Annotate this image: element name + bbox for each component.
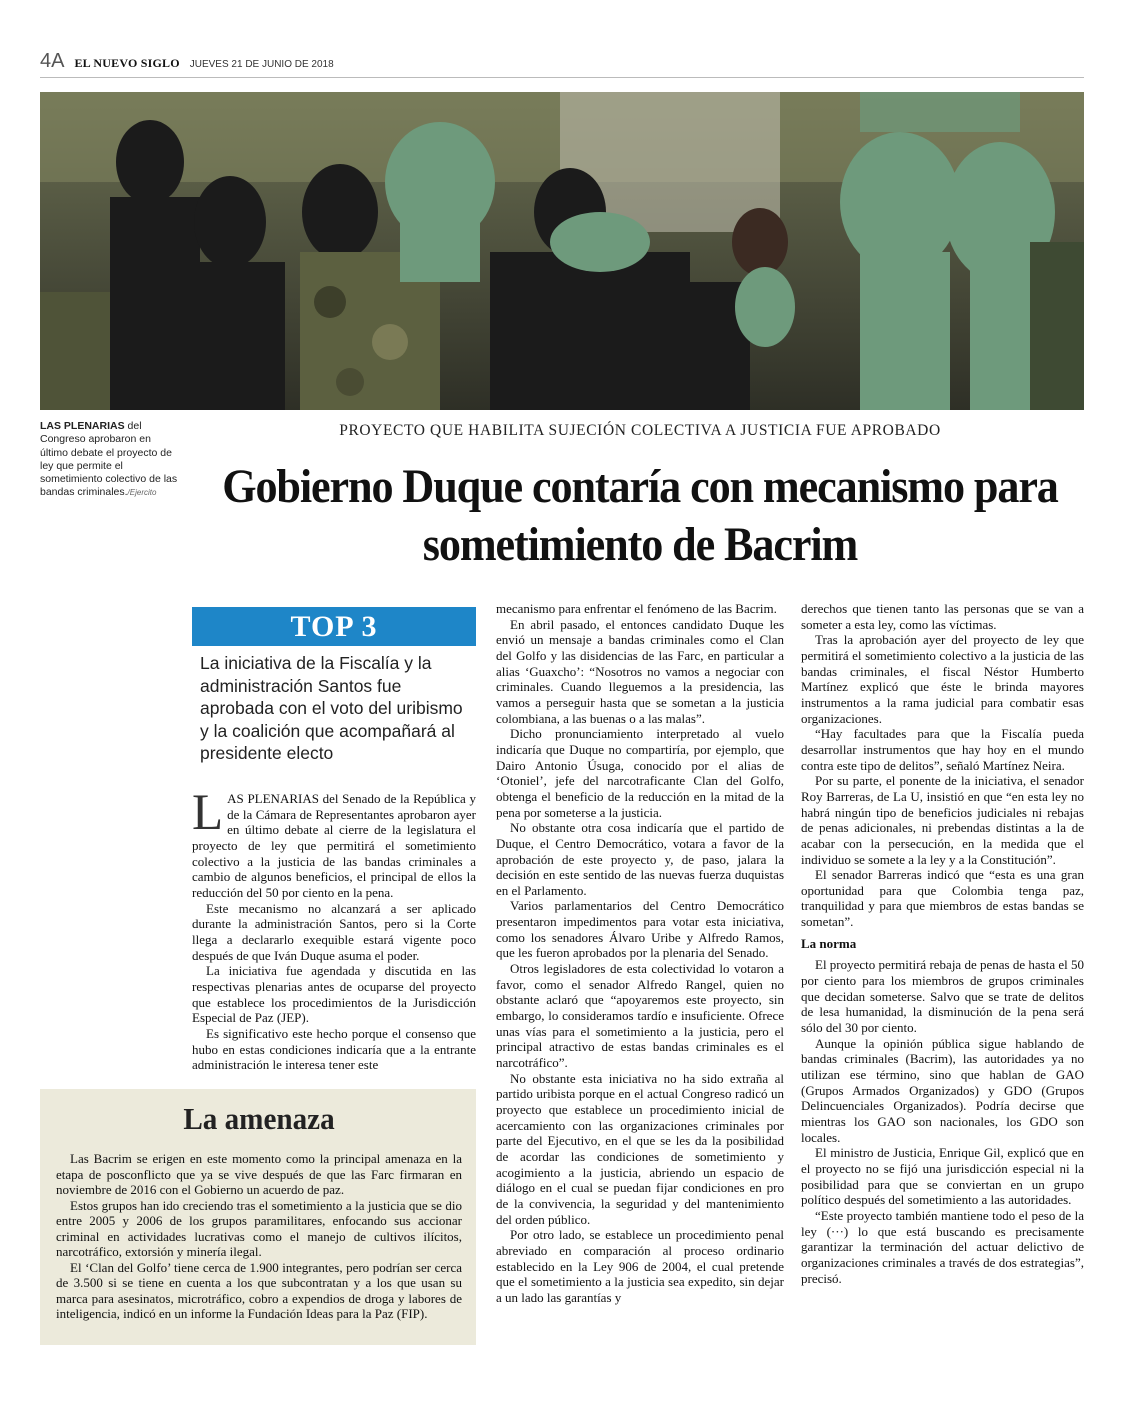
article-column-3 [801, 601, 1084, 1371]
photo-credit: /Ejercito [127, 488, 157, 498]
sidebar-body [56, 1151, 462, 1322]
sidebar-paragraph: Las Bacrim se erigen en este momento como la principal amenaza en la etapa de posconflicto que ya se vive después de que las Farc firmaran en noviembre de 2016 con el Gobierno un acuerdo de paz. [56, 1151, 462, 1197]
article-paragraph: Este mecanismo no alcanzará a ser aplicado durante la administración Santos, pero si la Corte llega a declararlo exequible estará vigente poco después de que Iván Duque asuma el poder. [192, 900, 476, 963]
page-number: 4A [40, 50, 65, 72]
article-paragraph: No obstante otra cosa indicaría que el partido de Duque, el Centro Democrático, votara a favor de la aprobación de este proyecto y, de paso, jalara la decisión en este sentido de las nuevas fuerza duquistas en el Parlamento. [496, 820, 784, 898]
sidebar-box [40, 1089, 476, 1345]
article-paragraph: En abril pasado, el entonces candidato Duque les envió un mensaje a bandas criminales como el Clan del Golfo y las disidencias de las Farc, en particular a alias ‘Guaxcho’: “Nosotros no vamos a negociar con criminales. Cuando lleguemos a la presidencia, las vamos a perseguir hasta que se sometan a la justicia colombiana, a las buenas o a las malas”. [496, 616, 784, 726]
article-paragraph: La iniciativa fue agendada y discutida en las respectivas plenarias antes de ocuparse del proyecto que establece los procedimientos de la Jurisdicción Especial de Paz (JEP). [192, 963, 476, 1026]
lead-photo [40, 92, 1084, 410]
article-paragraph: derechos que tienen tanto las personas que se van a someter a esta ley, como las víctimas. [801, 601, 1084, 632]
sidebar-title: La amenaza [183, 1101, 335, 1136]
article-paragraph: El proyecto permitirá rebaja de penas de hasta el 50 por ciento para los miembros de grupos criminales que decidan someterse. Salvo que se trate de delitos de lesa humanidad, la disminución de la pena será sólo del 30 por ciento. [801, 957, 1084, 1036]
article-subhead: La norma [801, 935, 857, 951]
article-kicker: PROYECTO QUE HABILITA SUJECIÓN COLECTIVA A JUSTICIA FUE APROBADO [339, 422, 941, 439]
sidebar-paragraph: El ‘Clan del Golfo’ tiene cerca de 1.900 integrantes, pero podrían ser cerca de 3.500 si se tiene en cuenta a los que subcontratan y a los que usan su marca para asesinatos, microtráfico, cobro a expendios de droga y labores de inteligencia, indicó en un informe la Fundación Ideas para la Paz (FIP). [56, 1259, 462, 1321]
article-paragraph: Tras la aprobación ayer del proyecto de ley que permitirá el sometimiento colectivo a la justicia de las bandas criminales, el fiscal Néstor Humberto Martínez explicó que éste le brinda mayores instrumentos a la rama judicial para combatir esas organizaciones. [801, 632, 1084, 726]
article-paragraph: Por su parte, el ponente de la iniciativa, el senador Roy Barreras, de La U, insistió en que “en esta ley no habrá ningún tipo de beneficios judiciales ni rebajas de penas adicionales, ni prebendas distintas a la de acabar con la persecución, en la medida que el individuo se somete a la ley y a la Constitución”. [801, 773, 1084, 867]
article-paragraph: Varios parlamentarios del Centro Democrático presentaron impedimentos para votar esta iniciativa, como los senadores Álvaro Uribe y Alfredo Ramos, que les fueron aprobados por la plenaria del Senado. [496, 898, 784, 961]
sidebar-paragraph: Estos grupos han ido creciendo tras el sometimiento a la justicia que se dio entre 2005 y 2006 de los grupos paramilitares, enfocando sus accionar criminal en actividades lucrativas como el manejo de cultivos ilícitos, narcotráfico, extorsión y minería ilegal. [56, 1197, 462, 1259]
article-paragraph: “Hay facultades para que la Fiscalía pueda desarrollar instrumentos que hay hoy en el mundo contra este tipo de delitos”, señaló Martínez Neira. [801, 726, 1084, 773]
top3-label: TOP 3 [192, 607, 476, 646]
article-column-2 [496, 601, 784, 1371]
article-paragraph: “Este proyecto también mantiene todo el peso de la ley (···) lo que está buscando es precisamente garantizar la terminación del actuar delictivo de organizaciones criminales a través de dos estrategias”, precisó. [801, 1207, 1084, 1286]
article-paragraph: mecanismo para enfrentar el fenómeno de las Bacrim. [496, 601, 777, 616]
top3-summary: La iniciativa de la Fiscalía y la administración Santos fue aprobada con el voto del uribismo y la coalición que acompañará al presidente electo [200, 653, 463, 763]
photo-illustration [40, 92, 1084, 410]
article-paragraph: No obstante esta iniciativa no ha sido extraña al partido uribista porque en el actual Congreso radicó un proyecto que establece un procedimiento inicial de acercamiento con las organizaciones criminales por parte del Ejecutivo, en el que se les da la posibilidad de acordar las condiciones de sometimiento y acogimiento a la justicia, abriendo un espacio de diálogo en el cual se puedan fijar condiciones en pro de la convivencia, la seguridad y del mantenimiento del orden público. [496, 1070, 784, 1227]
caption-text: del Congreso aprobaron en último debate el proyecto de ley que permite el sometimiento colectivo de las bandas criminales. [40, 420, 178, 499]
article-paragraph: Dicho pronunciamiento interpretado al vuelo indicaría que Duque no compartiría, por ejemplo, que Dairo Antonio Úsuga, conocido por el alias de ‘Otoniel’, jefe del narcotraficante Clan del Golfo, obtenga el beneficio de la reducción en la mitad de la pena por someterse a la justicia. [496, 726, 784, 820]
article-column-1 [192, 791, 476, 1077]
article-paragraph: Aunque la opinión pública sigue hablando de bandas criminales (Bacrim), las autoridades ya no utilizan ese término, sino que hablan de GAO (Grupos Armados Organizados) y GDO (Grupos Delincuenciales Organizados). Podría decirse que mientras los GAO son nacionales, los GDO son locales. [801, 1035, 1084, 1145]
article-paragraph: Es significativo este hecho porque el consenso que hubo en estas condiciones indicaría que a la entrante administración le interesa tener este [192, 1025, 476, 1073]
photo-caption [40, 420, 178, 500]
article-paragraph: LAS PLENARIAS del Senado de la República y de la Cámara de Representantes aprobaron ayer en último debate al cierre de la legislatura el proyecto de ley que permitirá el sometimiento colectivo a la justicia de las bandas criminales a cambio de algunos beneficios, el principal de ellos la reducción del 50 por ciento en la pena. [192, 791, 476, 900]
drop-cap: L [192, 791, 224, 841]
article-paragraph: El ministro de Justicia, Enrique Gil, explicó que en el proyecto no se fijó una jurisdicción especial ni la posibilidad para que se conviertan en un grupo político después del sometimiento a las autoridades. [801, 1145, 1084, 1208]
article-headline: Gobierno Duque contaría con mecanismo para sometimiento de Bacrim [222, 460, 1058, 571]
masthead: EL NUEVO SIGLO [74, 56, 180, 70]
article-paragraph: Otros legisladores de esta colectividad lo votaron a favor, como el senador Alfredo Rangel, quien no obstante aclaró que “apoyaremos este proyecto, sin embargo, lo consideramos tardío e insuficiente. Ofrece unas vías para el sometimiento a la justicia, pero el principal atractivo de estas bandas criminales es el narcotráfico”. [496, 961, 784, 1071]
article-paragraph: Por otro lado, se establece un procedimiento penal abreviado en comparación al proceso ordinario establecido en la Ley 906 de 2004, el cual pretende que el sometimiento a la justicia sea expedito, sin dejar a un lado las garantías y [496, 1227, 784, 1305]
article-paragraph: El senador Barreras indicó que “esta es una gran oportunidad para que Colombia tenga paz, tranquilidad y para que miembros de estas bandas se sometan”. [801, 867, 1084, 930]
page-header [40, 50, 1084, 78]
dateline: JUEVES 21 DE JUNIO DE 2018 [189, 59, 334, 70]
caption-lead: LAS PLENARIAS [40, 420, 125, 432]
